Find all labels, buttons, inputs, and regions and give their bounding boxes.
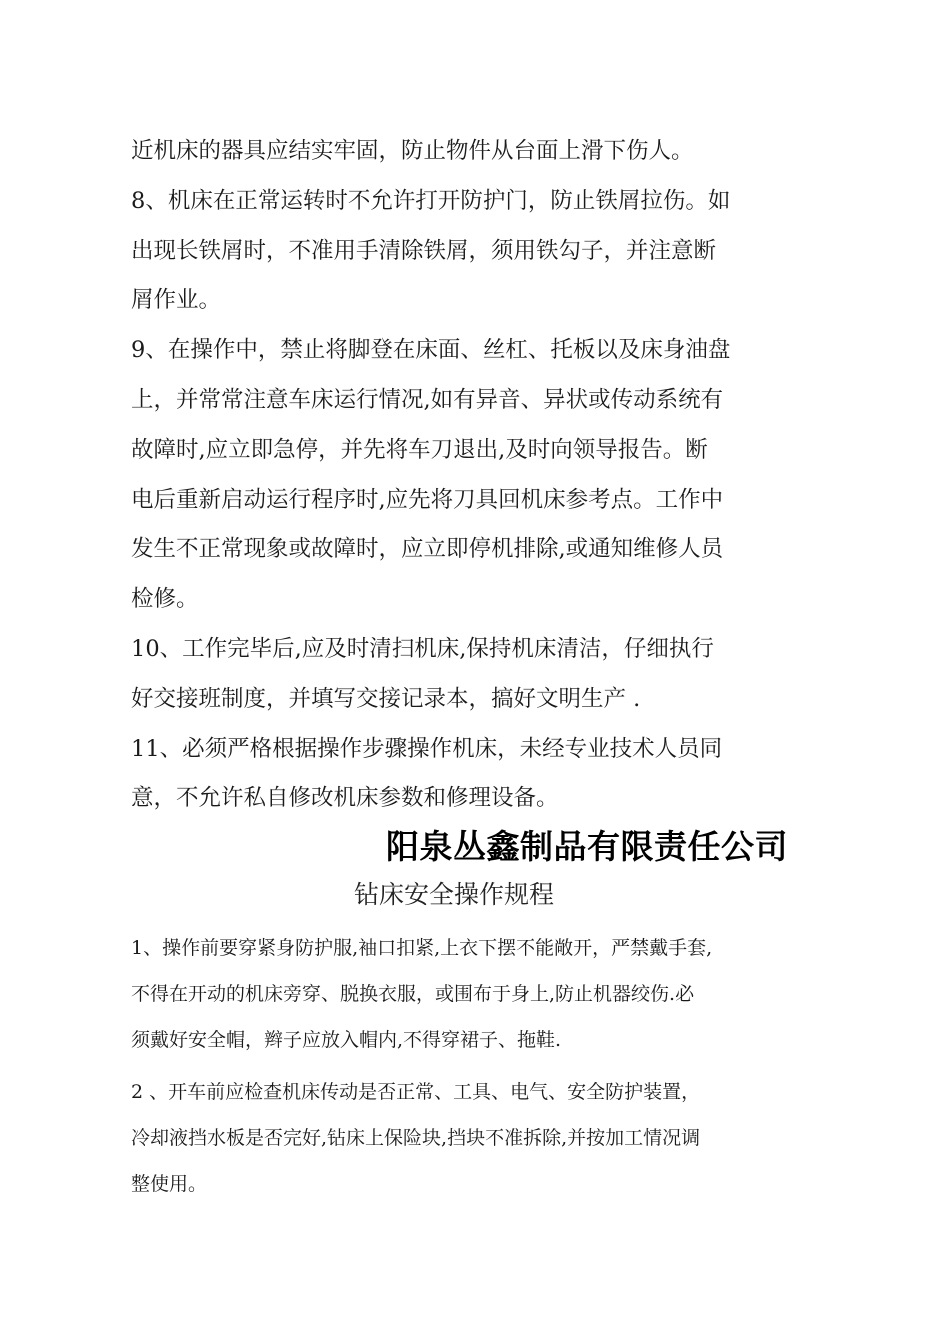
drill-press-rules bbox=[131, 925, 831, 1207]
text-line: 故障时,应立即急停，并先将车刀退出,及时向领导报告。断 bbox=[131, 436, 708, 463]
company-name: 阳泉丛鑫制品有限责任公司 bbox=[386, 827, 788, 866]
text-line: 9、在操作中，禁止将脚登在床面、丝杠、托板以及床身油盘 bbox=[131, 337, 731, 364]
text-line: 出现长铁屑时，不准用手清除铁屑，须用铁勾子，并注意断 bbox=[131, 237, 717, 264]
text-line: 不得在开动的机床旁穿、脱换衣服，或围布于身上,防止机器绞伤.必 bbox=[131, 983, 695, 1005]
text-line: 好交接班制度，并填写交接记录本，搞好文明生产 . bbox=[131, 685, 641, 712]
lathe-rules-continued bbox=[131, 127, 821, 824]
text-line: 须戴好安全帽，辫子应放入帽内,不得穿裙子、拖鞋. bbox=[131, 1029, 562, 1051]
text-line: 2 、开车前应检查机床传动是否正常、工具、电气、安全防护装置， bbox=[131, 1081, 701, 1103]
document-title: 钻床安全操作规程 bbox=[354, 880, 555, 909]
text-line: 冷却液挡水板是否完好,钻床上保险块,挡块不准拆除,并按加工情况调 bbox=[131, 1127, 701, 1149]
text-line: 电后重新启动运行程序时,应先将刀具回机床参考点。工作中 bbox=[131, 486, 724, 513]
text-line: 意，不允许私自修改机床参数和修理设备。 bbox=[131, 785, 559, 812]
text-line: 10、工作完毕后,应及时清扫机床,保持机床清洁，仔细执行 bbox=[131, 635, 714, 662]
text-line: 近机床的器具应结实牢固，防止物件从台面上滑下伤人。 bbox=[131, 138, 694, 164]
text-line: 发生不正常现象或故障时，应立即停机排除,或通知维修人员 bbox=[131, 536, 724, 563]
text-line: 整使用。 bbox=[131, 1173, 208, 1195]
text-line: 1、操作前要穿紧身防护服,袖口扣紧,上衣下摆不能敞开，严禁戴手套, bbox=[131, 937, 713, 959]
text-line: 8、机床在正常运转时不允许打开防护门，防止铁屑拉伤。如 bbox=[131, 187, 731, 214]
text-line: 检修。 bbox=[131, 586, 199, 613]
text-line: 11、必须严格根据操作步骤操作机床，未经专业技术人员同 bbox=[131, 735, 723, 762]
rule-item-2 bbox=[131, 1069, 831, 1207]
text-line: 屑作业。 bbox=[131, 287, 222, 314]
rule-item-1 bbox=[131, 925, 831, 1063]
text-line: 上，并常常注意车床运行情况,如有异音、异状或传动系统有 bbox=[131, 386, 724, 413]
